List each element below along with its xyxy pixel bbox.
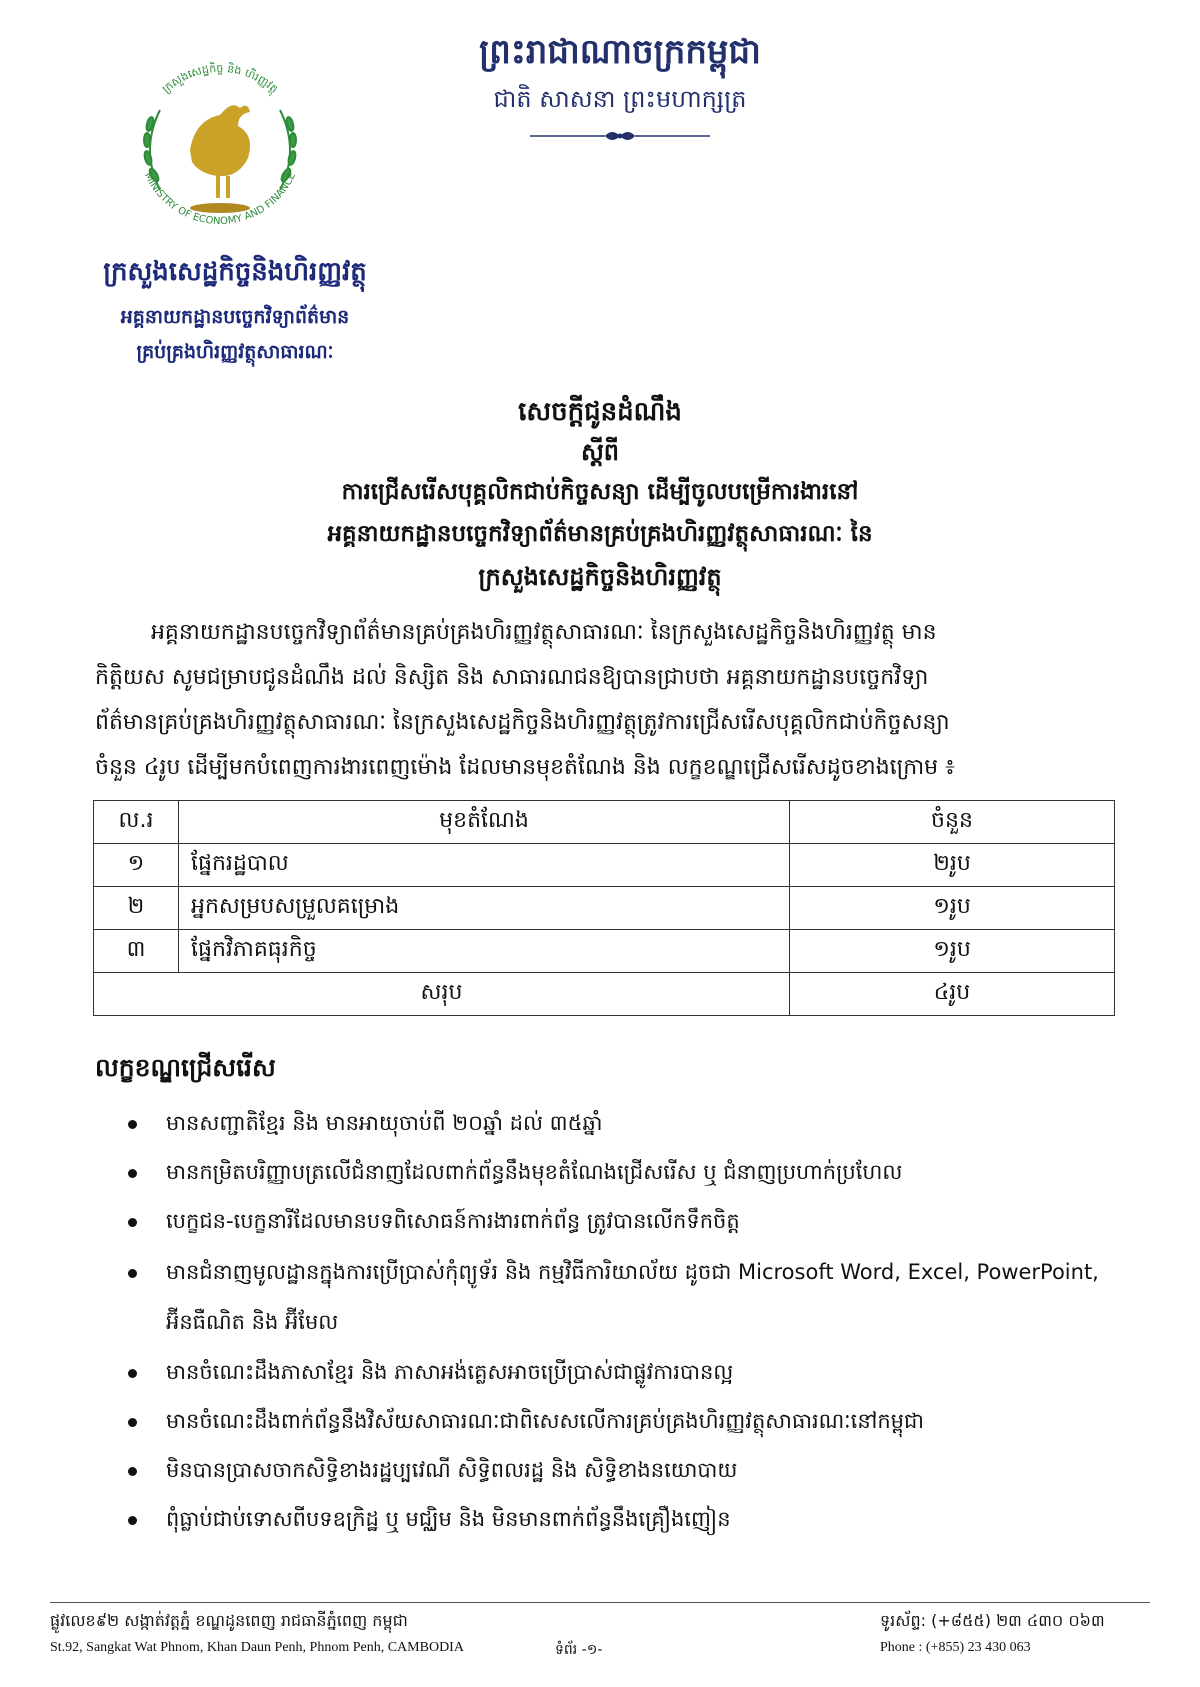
notice-subject-label: ស្តីពី	[580, 438, 620, 466]
intro-line: ចំនួន ៤រូប ដើម្បីមកបំពេញការងារពេញម៉ោង ដែលមានមុខតំណែង និង លក្ខខណ្ឌជ្រើសរើសដូចខាងក្រោម ៖	[95, 755, 955, 780]
footer-phone-km: ទូរស័ព្ទ: (+៨៥៥) ២៣ ៤៣០ ០៦៣	[880, 1611, 1105, 1630]
list-item	[118, 1110, 1128, 1137]
bullet-dot-icon	[128, 1218, 137, 1227]
bullet-dot-icon	[128, 1467, 137, 1476]
list-item	[118, 1247, 1128, 1347]
list-item	[118, 1359, 1128, 1386]
table-row	[94, 930, 1115, 973]
position-name: ផ្នែករដ្ឋបាល	[179, 844, 790, 887]
list-item	[118, 1457, 1128, 1484]
list-item	[118, 1506, 1128, 1533]
column-header-no: ល.រ	[94, 801, 179, 844]
criteria-text: មិនបានប្រាសចាកសិទ្ធិខាងរដ្ឋប្បវេណី សិទ្ធិពលរដ្ឋ និង សិទ្ធិខាងនយោបាយ	[166, 1458, 738, 1482]
position-name: អ្នកសម្របសម្រួលគម្រោង	[179, 887, 790, 930]
department-name-line2: គ្រប់គ្រងហិរញ្ញវត្ថុសាធារណៈ	[136, 341, 334, 363]
kingdom-title: ព្រះរាជាណាចក្រកម្ពុជា	[479, 32, 761, 72]
position-name: ផ្នែកវិភាគធុរកិច្ច	[179, 930, 790, 973]
total-label: សរុប	[94, 973, 790, 1016]
bullet-dot-icon	[128, 1269, 137, 1278]
positions-table	[93, 800, 1115, 1016]
page-number: ទំព័រ -១-	[555, 1642, 603, 1658]
bullet-dot-icon	[128, 1369, 137, 1378]
row-number: ១	[94, 844, 179, 887]
row-number: ២	[94, 887, 179, 930]
ministry-name: ក្រសួងសេដ្ឋកិច្ចនិងហិរញ្ញវត្ថុ	[103, 257, 367, 287]
criteria-text: មានចំណេះដឹងភាសាខ្មែរ និង ភាសាអង់គ្លេសអាចប្រើប្រាស់ជាផ្លូវការបានល្អ	[166, 1360, 734, 1384]
intro-line: អគ្គនាយកដ្ឋានបច្ចេកវិទ្យាព័ត៌មានគ្រប់គ្រងហិរញ្ញវត្ថុសាធារណៈ នៃក្រសួងសេដ្ឋកិច្ចនិងហិរញ្ញវត្ថុ មាន	[95, 620, 937, 645]
criteria-text: បេក្ខជន-បេក្ខនារីដែលមានបទពិសោធន៍ការងារពាក់ព័ន្ធ ត្រូវបានលើកទឹកចិត្ត	[166, 1209, 740, 1233]
department-name-line1: អគ្គនាយកដ្ឋានបច្ចេកវិទ្យាព័ត៌មាន	[120, 306, 350, 328]
ministry-seal-icon	[120, 40, 320, 255]
table-row	[94, 844, 1115, 887]
position-count: ១រូប	[790, 930, 1115, 973]
divider-ornament-icon	[520, 126, 720, 146]
notice-subject-line3: ក្រសួងសេដ្ឋកិច្ចនិងហិរញ្ញវត្ថុ	[478, 563, 722, 591]
position-count: ២រូប	[790, 844, 1115, 887]
national-motto: ជាតិ សាសនា ព្រះមហាក្សត្រ	[493, 85, 747, 113]
intro-line: ព័ត៌មានគ្រប់គ្រងហិរញ្ញវត្ថុសាធារណៈ នៃក្រសួងសេដ្ឋកិច្ចនិងហិរញ្ញវត្ថុត្រូវការជ្រើសរើសបុគ្គលិកជាប់កិច្ចសន្យា	[95, 710, 950, 735]
criteria-text: មានកម្រិតបរិញ្ញាបត្រលើជំនាញដែលពាក់ព័ន្ធនឹងមុខតំណែងជ្រើសរើស ឬ ជំនាញប្រហាក់ប្រហែល	[166, 1160, 903, 1184]
bullet-dot-icon	[128, 1418, 137, 1427]
list-item	[118, 1208, 1128, 1235]
notice-subject-line1: ការជ្រើសរើសបុគ្គលិកជាប់កិច្ចសន្យា ដើម្បីចូលបម្រើការងារនៅ	[341, 479, 859, 505]
list-item	[118, 1159, 1128, 1186]
criteria-heading: លក្ខខណ្ឌជ្រើសរើស	[95, 1053, 276, 1082]
notice-subject-line2: អគ្គនាយកដ្ឋានបច្ចេកវិទ្យាព័ត៌មានគ្រប់គ្រងហិរញ្ញវត្ថុសាធារណៈ នៃ	[327, 521, 873, 547]
bullet-dot-icon	[128, 1120, 137, 1129]
criteria-text: ពុំធ្លាប់ជាប់ទោសពីបទឧក្រិដ្ឋ ឬ មជ្ឈិម និង មិនមានពាក់ព័ន្ធនឹងគ្រឿងញៀន	[166, 1507, 731, 1531]
table-row	[94, 887, 1115, 930]
list-item	[118, 1408, 1128, 1435]
row-number: ៣	[94, 930, 179, 973]
bullet-dot-icon	[128, 1516, 137, 1525]
footer-phone-en: Phone : (+855) 23 430 063	[880, 1640, 1031, 1655]
criteria-text: មានសញ្ជាតិខ្មែរ និង មានអាយុចាប់ពី ២០ឆ្នាំ ដល់ ៣៥ឆ្នាំ	[166, 1111, 603, 1135]
criteria-list	[118, 1110, 1128, 1555]
column-header-position: មុខតំណែង	[179, 801, 790, 844]
bullet-dot-icon	[128, 1169, 137, 1178]
notice-title: សេចក្តីជូនដំណឹង	[518, 397, 682, 427]
intro-paragraph	[95, 610, 1115, 790]
table-total-row	[94, 973, 1115, 1016]
table-header-row	[94, 801, 1115, 844]
svg-text:MINISTRY OF ECONOMY AND FINANC: MINISTRY OF ECONOMY AND FINANCE	[141, 170, 299, 228]
footer-address-en: St.92, Sangkat Wat Phnom, Khan Daun Penh, Phnom Penh, CAMBODIA	[50, 1640, 464, 1655]
criteria-text: មានជំនាញមូលដ្ឋានក្នុងការប្រើប្រាស់កុំព្យូទ័រ និង កម្មវិធីការិយាល័យ ដូចជា Microsoft Word, Excel, PowerPoint, អ៊ីនធឺណិត និង អ៊ីមែល	[166, 1260, 1099, 1334]
position-count: ១រូប	[790, 887, 1115, 930]
criteria-text: មានចំណេះដឹងពាក់ព័ន្ធនឹងវិស័យសាធារណៈជាពិសេសលើការគ្រប់គ្រងហិរញ្ញវត្ថុសាធារណៈនៅកម្ពុជា	[166, 1409, 924, 1433]
intro-line: កិត្តិយស សូមជម្រាបជូនដំណឹង ដល់ និស្សិត និង សាធារណជនឱ្យបានជ្រាបថា អគ្គនាយកដ្ឋានបច្ចេកវិទ្យា	[95, 665, 929, 690]
footer-address-km: ផ្លូវលេខ៩២ សង្កាត់វត្តភ្នំ ខណ្ឌដូនពេញ រាជធានីភ្នំពេញ កម្ពុជា	[50, 1611, 408, 1630]
footer-divider	[50, 1602, 1150, 1603]
total-value: ៤រូប	[790, 973, 1115, 1016]
column-header-count: ចំនួន	[790, 801, 1115, 844]
svg-text:ក្រសួងសេដ្ឋកិច្ច និង ហិរញ្ញវត្: ក្រសួងសេដ្ឋកិច្ច និង ហិរញ្ញវត្ថុ	[159, 61, 281, 96]
